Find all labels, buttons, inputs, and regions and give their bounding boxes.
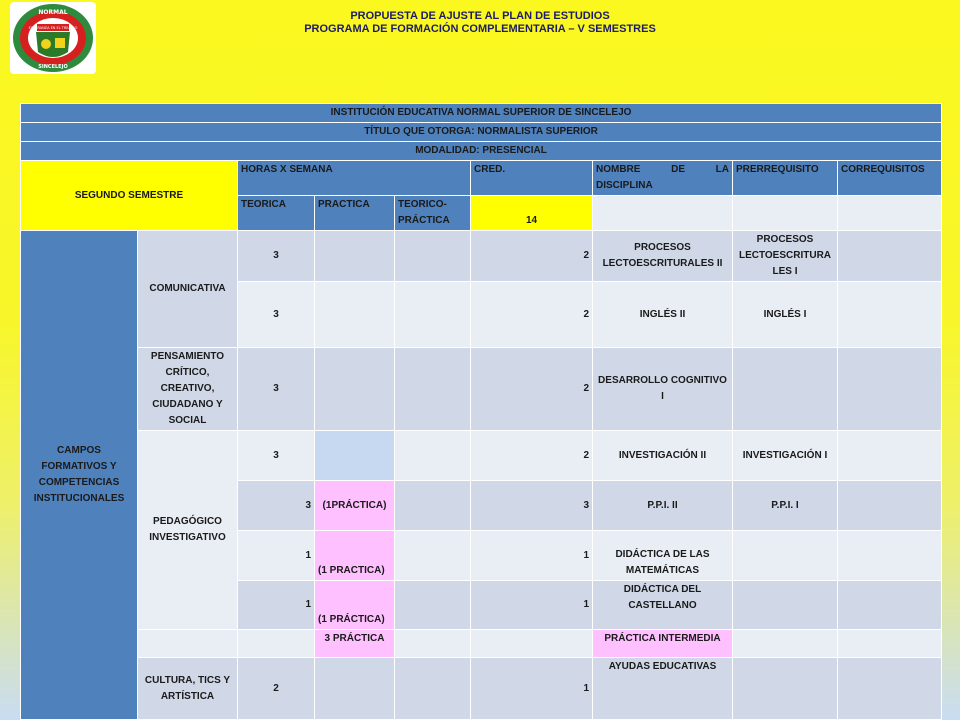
table-row <box>21 348 942 431</box>
practice-hours: (1PRÁCTICA) <box>315 481 395 531</box>
credits: 1 <box>471 581 593 630</box>
prerequisite <box>733 658 838 720</box>
title-awarded: TÍTULO QUE OTORGA: NORMALISTA SUPERIOR <box>21 123 942 142</box>
practice-hours <box>315 282 395 348</box>
prerequisite: INGLÉS I <box>733 282 838 348</box>
corequisite <box>838 581 942 630</box>
page-header <box>200 10 760 36</box>
table-header-row <box>21 161 942 196</box>
table-cell <box>733 196 838 231</box>
field-communicative: COMUNICATIVA <box>138 231 238 348</box>
practice-hours <box>315 348 395 431</box>
corequisite <box>838 282 942 348</box>
school-crest-icon <box>10 2 96 74</box>
theory-practice-hours <box>395 658 471 720</box>
theory-hours: 1 <box>238 531 315 581</box>
theory-practice-hours <box>395 231 471 282</box>
corequisite <box>838 658 942 720</box>
theory-practice-hours <box>395 581 471 630</box>
theory-header: TEORICA <box>238 196 315 231</box>
practice-header: PRACTICA <box>315 196 395 231</box>
theory-hours <box>238 630 315 658</box>
table-cell <box>593 196 733 231</box>
svg-text:NORMAL: NORMAL <box>38 9 68 16</box>
corequisite <box>838 531 942 581</box>
credits: 2 <box>471 348 593 431</box>
campus-label: CAMPOS FORMATIVOS Y COMPETENCIAS INSTITUCIONALES <box>21 231 138 720</box>
discipline-name: P.P.I. II <box>593 481 733 531</box>
credits: 1 <box>471 531 593 581</box>
svg-text:SINCELEJO: SINCELEJO <box>38 64 68 70</box>
credits: 1 <box>471 658 593 720</box>
discipline-name: INVESTIGACIÓN II <box>593 431 733 481</box>
theory-practice-hours <box>395 531 471 581</box>
credits <box>471 630 593 658</box>
study-plan-table <box>20 103 942 720</box>
header-title: PROPUESTA DE AJUSTE AL PLAN DE ESTUDIOS <box>350 10 610 22</box>
modality: MODALIDAD: PRESENCIAL <box>21 142 942 161</box>
prerequisite <box>733 531 838 581</box>
theory-practice-hours <box>395 481 471 531</box>
institution-row <box>21 104 942 123</box>
table-row <box>21 431 942 481</box>
field-critical-thinking: PENSAMIENTO CRÍTICO, CREATIVO, CIUDADANO Y SOCIAL <box>138 348 238 431</box>
hours-header: HORAS X SEMANA <box>238 161 471 196</box>
theory-hours: 3 <box>238 282 315 348</box>
credits: 2 <box>471 282 593 348</box>
discipline-name: DIDÁCTICA DE LAS MATEMÁTICAS <box>593 531 733 581</box>
practice-hours <box>315 431 395 481</box>
table-cell <box>138 630 238 658</box>
theory-hours: 2 <box>238 658 315 720</box>
prerequisite <box>733 581 838 630</box>
practice-hours <box>315 658 395 720</box>
theory-hours: 3 <box>238 431 315 481</box>
theory-hours: 3 <box>238 231 315 282</box>
field-pedagogical: PEDAGÓGICO INVESTIGATIVO <box>138 431 238 630</box>
credits: 3 <box>471 481 593 531</box>
prerequisite-header: PRERREQUISITO <box>733 161 838 196</box>
corequisite <box>838 348 942 431</box>
prerequisite: P.P.I. I <box>733 481 838 531</box>
theory-practice-header: TEORICO-PRÁCTICA <box>395 196 471 231</box>
theory-hours: 3 <box>238 481 315 531</box>
practice-hours: (1 PRACTICA) <box>315 531 395 581</box>
total-credits: 14 <box>471 196 593 231</box>
discipline-name: DESARROLLO COGNITIVO I <box>593 348 733 431</box>
table-row <box>21 658 942 720</box>
header-subtitle: PROGRAMA DE FORMACIÓN COMPLEMENTARIA – V SEMESTRES <box>304 23 656 35</box>
discipline-header: NOMBRE DE LA DISCIPLINA <box>593 161 733 196</box>
prerequisite <box>733 630 838 658</box>
corequisite-header: CORREQUISITOS <box>838 161 942 196</box>
institution-name: INSTITUCIÓN EDUCATIVA NORMAL SUPERIOR DE SINCELEJO <box>21 104 942 123</box>
modality-row <box>21 142 942 161</box>
title-row <box>21 123 942 142</box>
theory-hours: 3 <box>238 348 315 431</box>
discipline-name: DIDÁCTICA DEL CASTELLANO <box>593 581 733 630</box>
credits: 2 <box>471 431 593 481</box>
discipline-name: PROCESOS LECTOESCRITURALES II <box>593 231 733 282</box>
svg-text:ESPERANZA EN EL TRIUNFO: ESPERANZA EN EL TRIUNFO <box>28 26 78 30</box>
practice-hours: (1 PRÁCTICA) <box>315 581 395 630</box>
corequisite <box>838 431 942 481</box>
semester-header: SEGUNDO SEMESTRE <box>21 161 238 231</box>
theory-practice-hours <box>395 348 471 431</box>
theory-practice-hours <box>395 431 471 481</box>
credits-header: CRED. <box>471 161 593 196</box>
credits: 2 <box>471 231 593 282</box>
corequisite <box>838 630 942 658</box>
field-culture: CULTURA, TICS Y ARTÍSTICA <box>138 658 238 720</box>
corequisite <box>838 231 942 282</box>
corequisite <box>838 481 942 531</box>
practice-hours <box>315 231 395 282</box>
theory-practice-hours <box>395 282 471 348</box>
prerequisite: INVESTIGACIÓN I <box>733 431 838 481</box>
table-row <box>21 630 942 658</box>
table-row <box>21 231 942 282</box>
theory-hours: 1 <box>238 581 315 630</box>
theory-practice-hours <box>395 630 471 658</box>
discipline-name: AYUDAS EDUCATIVAS <box>593 658 733 720</box>
discipline-name: PRÁCTICA INTERMEDIA <box>593 630 733 658</box>
table-cell <box>838 196 942 231</box>
practice-hours: 3 PRÁCTICA <box>315 630 395 658</box>
prerequisite: PROCESOS LECTOESCRITURA LES I <box>733 231 838 282</box>
prerequisite <box>733 348 838 431</box>
discipline-name: INGLÉS II <box>593 282 733 348</box>
school-logo <box>10 2 96 74</box>
